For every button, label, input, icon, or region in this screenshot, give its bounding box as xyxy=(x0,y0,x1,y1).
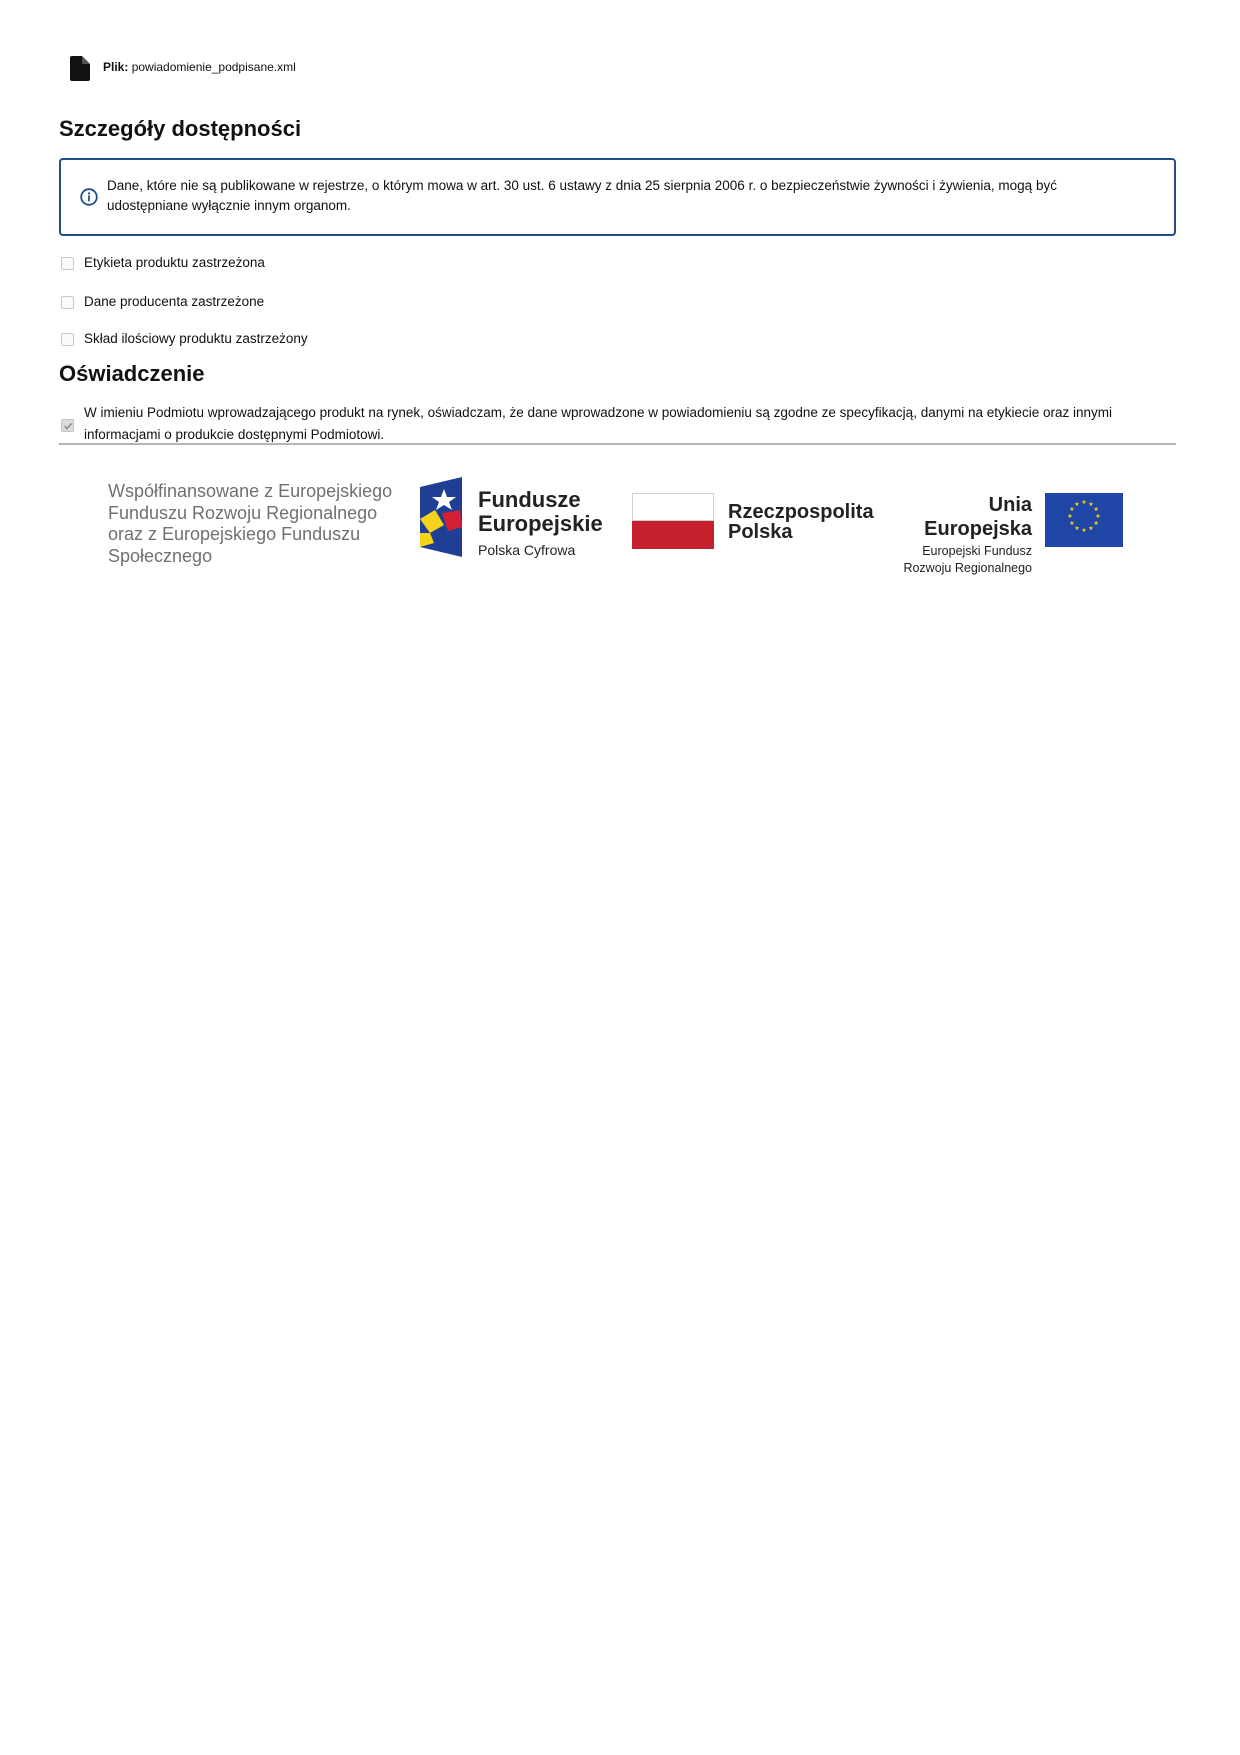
checkbox-row-label-restricted[interactable] xyxy=(61,254,265,273)
file-name: powiadomienie_podpisane.xml xyxy=(131,60,296,74)
funding-text: Współfinansowane z Europejskiego Funduszu Rozwoju Regionalnego oraz z Europejskiego Funduszu Społecznego xyxy=(108,481,393,566)
ue-subtitle-line2: Rozwoju Regionalnego xyxy=(903,561,1032,575)
checkbox-row-declaration[interactable] xyxy=(61,404,1144,446)
info-text: Dane, które nie są publikowane w rejestrze, o którym mowa w art. 30 ust. 6 ustawy z dnia 25 sierpnia 2006 r. o bezpieczeństwie żywności i żywienia, mogą być udostępniane wyłącznie innym organom. xyxy=(107,178,1057,213)
checkbox-row-composition-restricted[interactable] xyxy=(61,330,308,349)
fe-title-line2: Europejskie xyxy=(478,511,603,536)
fe-emblem-icon xyxy=(420,477,468,557)
file-label: Plik: xyxy=(103,60,129,74)
checkbox-row-producer-restricted[interactable] xyxy=(61,293,264,312)
svg-text:★: ★ xyxy=(1081,527,1087,534)
details-heading: Szczegóły dostępności xyxy=(59,116,302,141)
declaration-heading: Oświadczenie xyxy=(59,361,205,386)
svg-text:★: ★ xyxy=(1074,525,1080,533)
eu-flag-icon xyxy=(1045,493,1123,547)
checkmark-icon xyxy=(63,421,73,431)
file-row xyxy=(70,56,296,81)
fe-title-line1: Fundusze xyxy=(478,487,581,512)
fe-text xyxy=(478,488,638,559)
checkbox-label: Dane producenta zastrzeżone xyxy=(84,294,265,309)
ue-subtitle-line1: Europejski Fundusz xyxy=(922,544,1032,558)
svg-text:★: ★ xyxy=(1093,520,1099,527)
rp-title-line1: Rzeczpospolita xyxy=(728,501,874,523)
svg-text:★: ★ xyxy=(1067,513,1073,520)
info-icon xyxy=(80,188,98,206)
svg-text:★: ★ xyxy=(1095,513,1101,520)
checkbox-label-restricted[interactable] xyxy=(61,257,74,270)
checkbox-composition-restricted[interactable] xyxy=(61,333,74,346)
ue-title: Unia Europejska xyxy=(924,494,1032,540)
svg-text:★: ★ xyxy=(1081,499,1087,506)
rp-text xyxy=(728,502,888,542)
divider xyxy=(59,443,1176,445)
svg-text:★: ★ xyxy=(1069,506,1075,513)
ue-text xyxy=(895,493,1032,577)
svg-text:★: ★ xyxy=(1093,506,1099,513)
svg-text:★: ★ xyxy=(1088,525,1094,533)
file-info xyxy=(103,56,296,75)
checkbox-producer-restricted[interactable] xyxy=(61,296,74,309)
file-icon xyxy=(70,56,90,81)
fe-subtitle: Polska Cyfrowa xyxy=(478,542,576,558)
checkbox-declaration[interactable] xyxy=(61,419,74,432)
svg-text:★: ★ xyxy=(1088,500,1094,508)
info-box xyxy=(59,158,1176,236)
rp-title-line2: Polska xyxy=(728,521,793,543)
svg-text:★: ★ xyxy=(1074,500,1080,508)
polish-flag-icon xyxy=(632,493,714,549)
checkbox-label: Etykieta produktu zastrzeżona xyxy=(84,255,265,270)
declaration-text: W imieniu Podmiotu wprowadzającego produkt na rynek, oświadczam, że dane wprowadzone w powiadomieniu są zgodne ze specyfikacją, danymi na etykiecie oraz innymi informacjami o produkcie dostępnymi Podmiotowi. xyxy=(84,405,1113,442)
svg-text:★: ★ xyxy=(1069,520,1075,527)
checkbox-label: Skład ilościowy produktu zastrzeżony xyxy=(84,331,308,346)
